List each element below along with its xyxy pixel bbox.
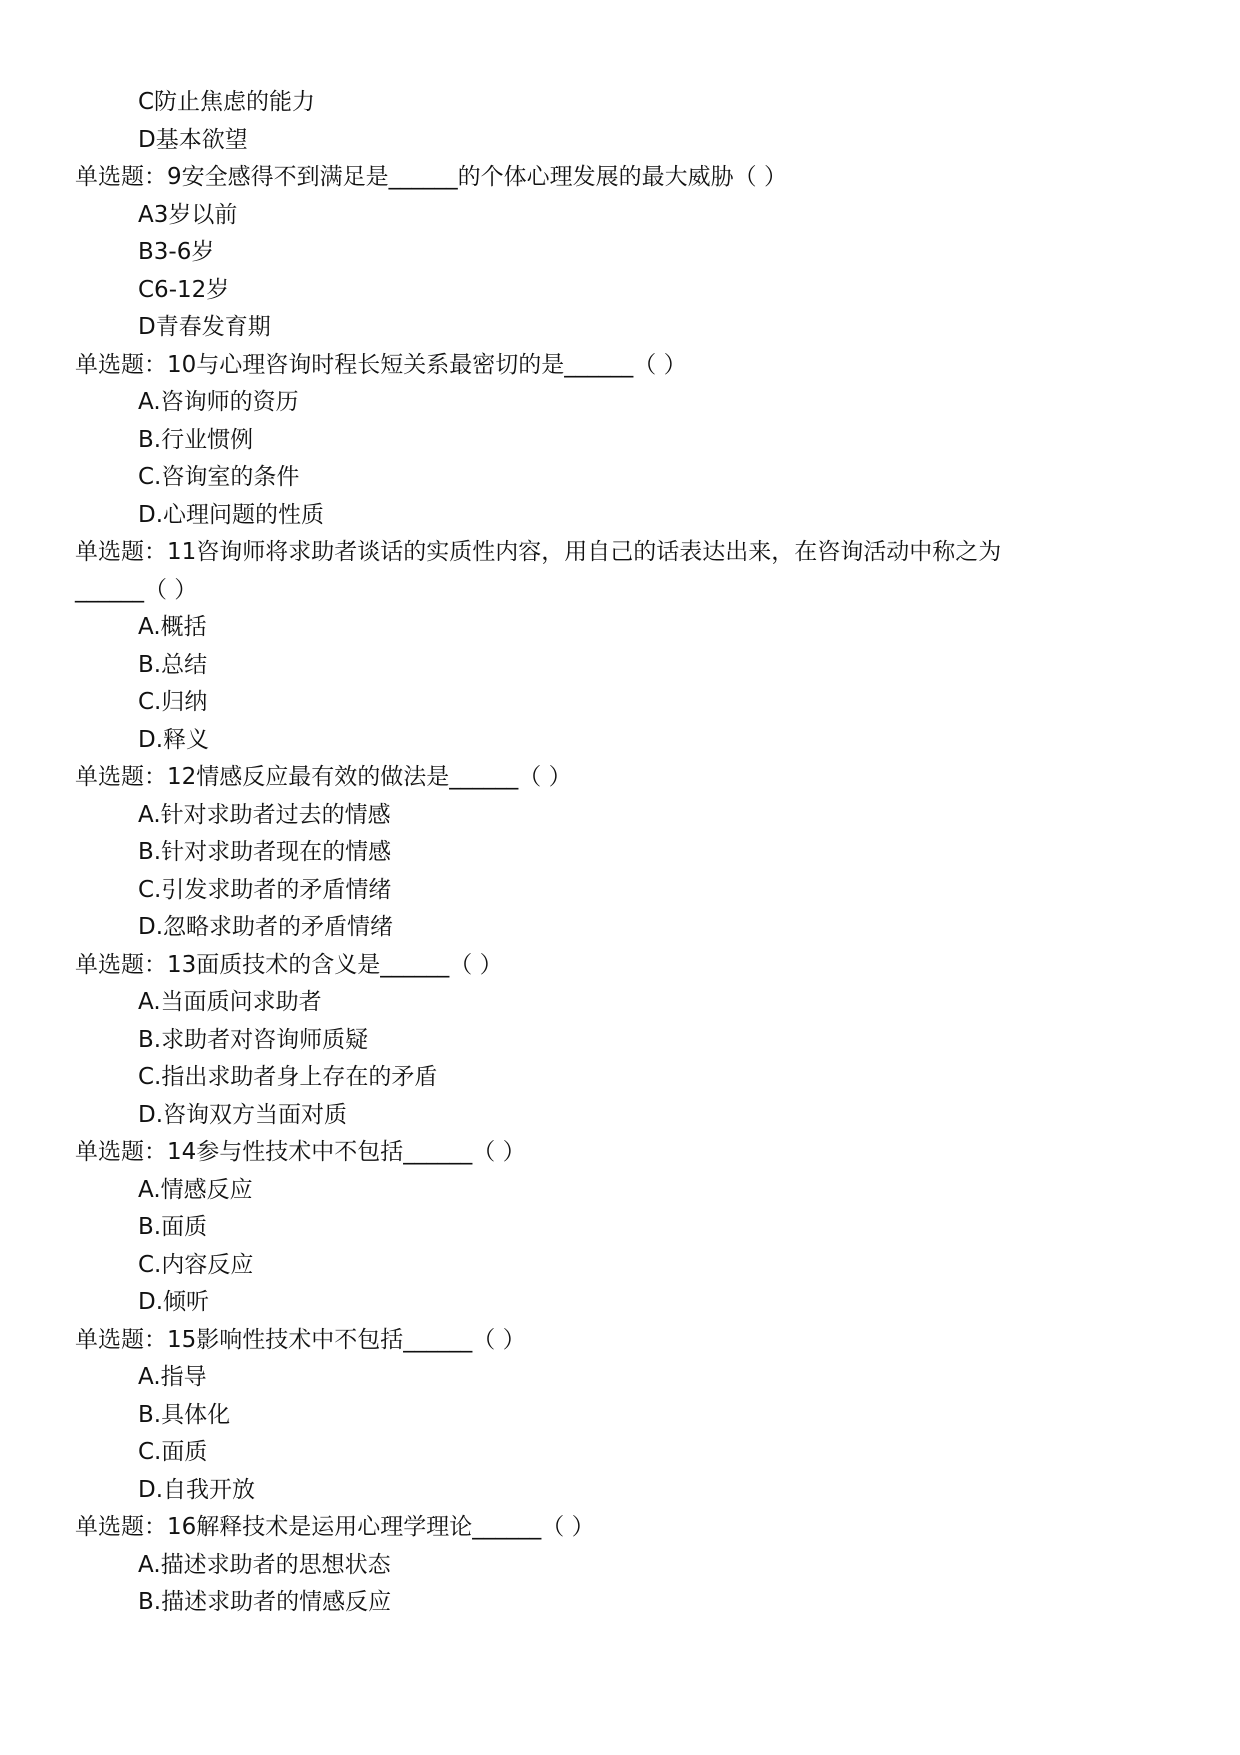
answer-option: D.释义 <box>138 726 210 753</box>
question-text: 单选题：12情感反应最有效的做法是______（ ） <box>75 764 572 790</box>
answer-option: D.倾听 <box>138 1289 210 1315</box>
question-text: 单选题：15影响性技术中不包括______（ ） <box>75 1326 526 1353</box>
answer-option: C6-12岁 <box>138 276 230 303</box>
answer-option: A.指导 <box>138 1364 207 1390</box>
question-text: 单选题：16解释技术是运用心理学理论______（ ） <box>75 1514 595 1540</box>
answer-option: C.内容反应 <box>138 1251 254 1278</box>
question-text: 单选题：13面质技术的含义是______（ ） <box>75 951 503 978</box>
answer-option: D基本欲望 <box>138 126 248 153</box>
answer-option: A3岁以前 <box>138 201 238 228</box>
answer-option: D青春发育期 <box>138 314 271 340</box>
document-body <box>75 84 1175 1622</box>
answer-option: B.针对求助者现在的情感 <box>138 839 392 865</box>
answer-option: D.心理问题的性质 <box>138 501 325 528</box>
answer-option: D.自我开放 <box>138 1476 256 1503</box>
answer-option: C.引发求助者的矛盾情绪 <box>138 876 392 903</box>
question-text: 单选题：11咨询师将求助者谈话的实质性内容，用自己的话表达出来，在咨询活动中称之为 <box>75 539 1002 565</box>
answer-option: C.咨询室的条件 <box>138 464 300 490</box>
question-text: 单选题：10与心理咨询时程长短关系最密切的是______（ ） <box>75 351 687 378</box>
question-text: 单选题：9安全感得不到满足是______的个体心理发展的最大威胁（ ） <box>75 164 787 190</box>
answer-option: B.求助者对咨询师质疑 <box>138 1026 369 1053</box>
answer-option: A.当面质问求助者 <box>138 989 322 1015</box>
answer-option: A.咨询师的资历 <box>138 389 299 415</box>
answer-option: B.总结 <box>138 651 208 678</box>
answer-option: B.具体化 <box>138 1401 231 1428</box>
answer-option: A.针对求助者过去的情感 <box>138 801 391 828</box>
answer-option: B3-6岁 <box>138 239 215 265</box>
answer-option: A.情感反应 <box>138 1176 253 1203</box>
answer-option: D.忽略求助者的矛盾情绪 <box>138 914 394 940</box>
question-text: ______（ ） <box>75 576 198 603</box>
answer-option: C.面质 <box>138 1439 208 1465</box>
answer-option: B.描述求助者的情感反应 <box>138 1589 392 1615</box>
question-text: 单选题：14参与性技术中不包括______（ ） <box>75 1139 526 1165</box>
answer-option: B.面质 <box>138 1214 208 1240</box>
answer-option: D.咨询双方当面对质 <box>138 1101 348 1128</box>
answer-option: B.行业惯例 <box>138 426 254 453</box>
answer-option: C防止焦虑的能力 <box>138 89 316 115</box>
answer-option: C.归纳 <box>138 689 208 715</box>
answer-option: C.指出求助者身上存在的矛盾 <box>138 1064 438 1090</box>
answer-option: A.概括 <box>138 614 207 640</box>
answer-option: A.描述求助者的思想状态 <box>138 1551 391 1578</box>
